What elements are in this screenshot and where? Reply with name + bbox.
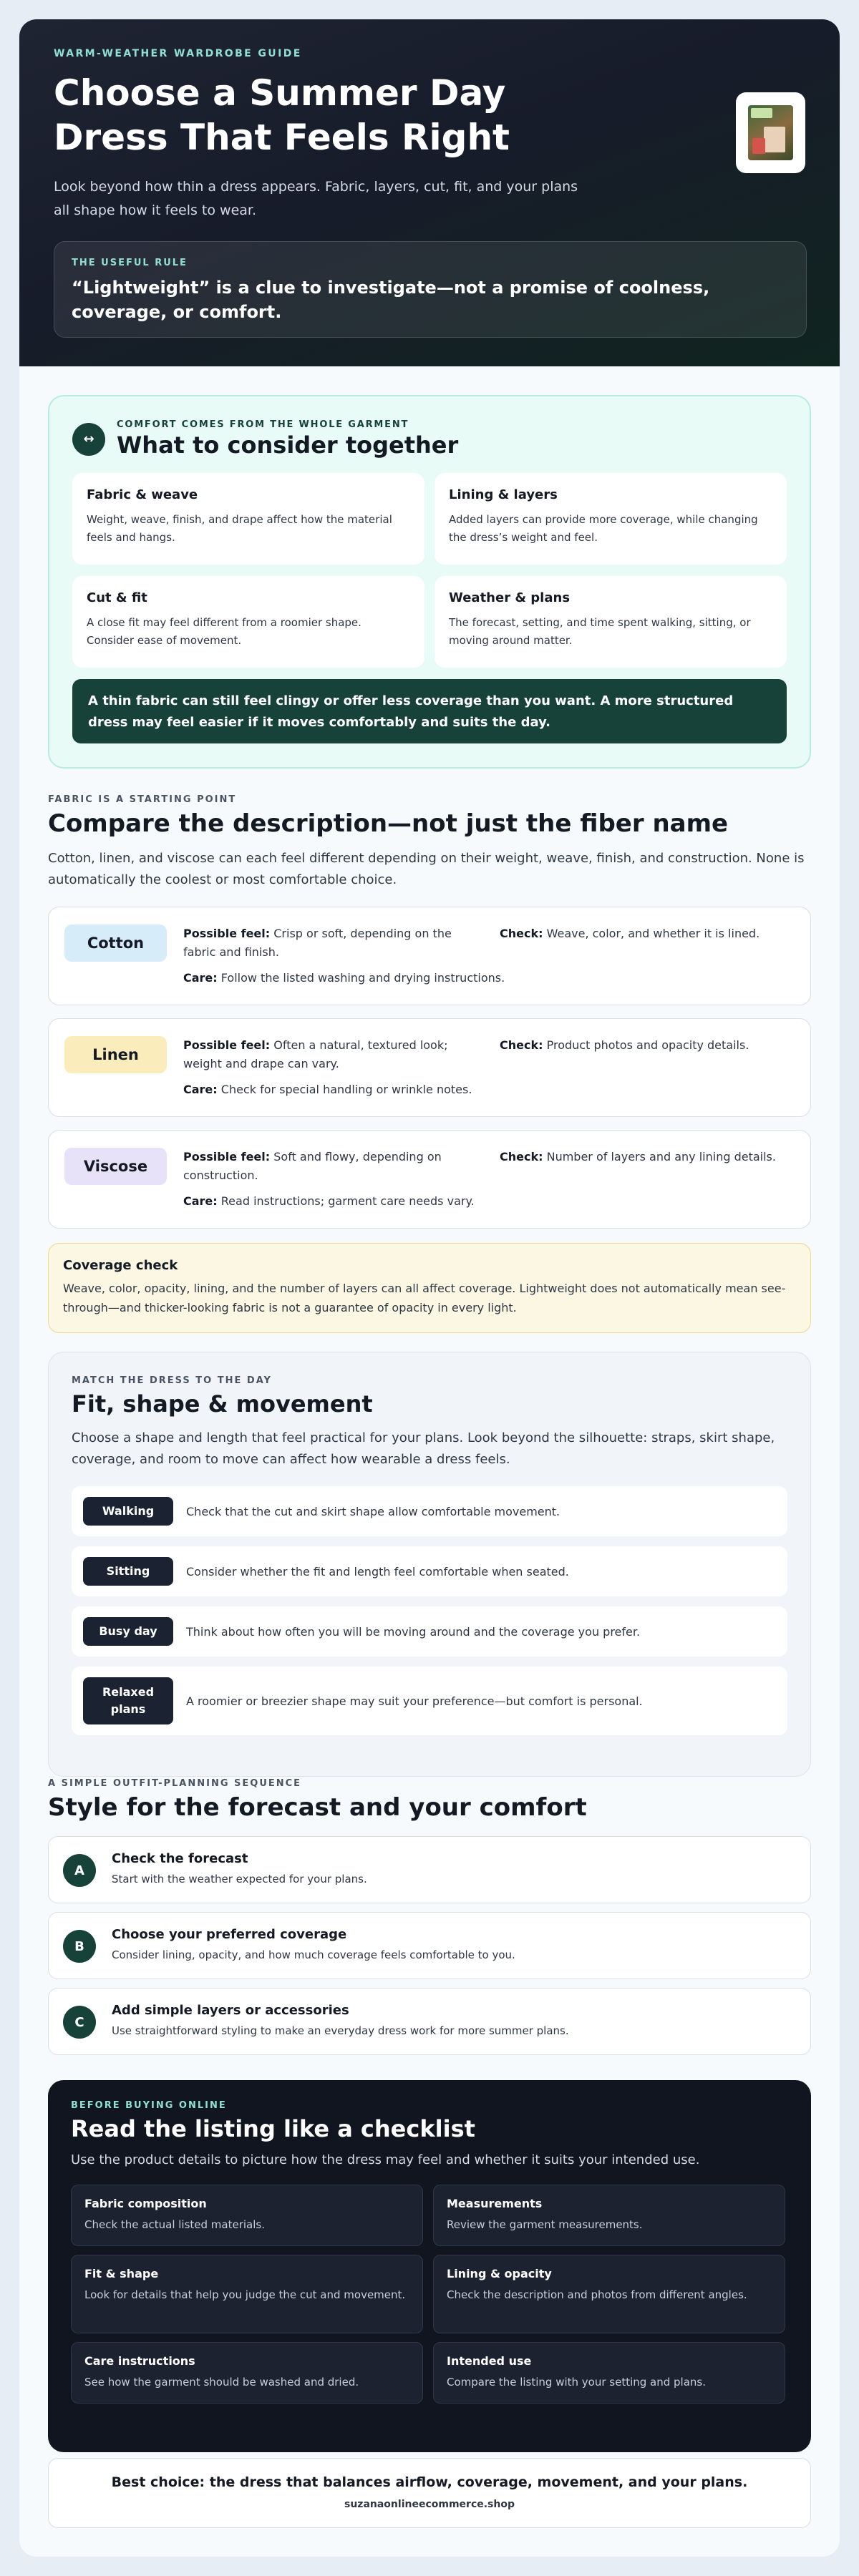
compare-eyebrow: FABRIC IS A STARTING POINT (48, 794, 237, 805)
hero-section (19, 19, 840, 366)
fit-text: A roomier or breezier shape may suit your preference—but comfort is personal. (186, 1694, 643, 1708)
checklist-card-title: Care instructions (84, 2354, 195, 2368)
fabric-name-badge: Viscose (64, 1148, 167, 1185)
useful-rule-text: “Lightweight” is a clue to investigate—not a promise of coolness, coverage, or comfort. (72, 278, 710, 322)
consider-card-title: Lining & layers (449, 487, 558, 502)
checklist-card (433, 2342, 785, 2404)
hero-eyebrow: WARM-WEATHER WARDROBE GUIDE (54, 48, 302, 59)
footer-summary: Best choice: the dress that balances airflow, coverage, movement, and your plans. (111, 2474, 748, 2490)
hero-title: Choose a Summer Day Dress That Feels Right (54, 72, 510, 158)
fit-row-walking (72, 1486, 787, 1536)
checklist-card-text: Compare the listing with your setting and plans. (447, 2376, 707, 2389)
consider-card-text: The forecast, setting, and time spent walking, sitting, or moving around matter. (449, 616, 751, 647)
step-text: Start with the weather expected for your plans. (112, 1873, 367, 1885)
checklist-card-title: Lining & opacity (447, 2267, 552, 2280)
fit-chip: Sitting (83, 1557, 173, 1586)
fit-eyebrow: MATCH THE DRESS TO THE DAY (72, 1375, 272, 1386)
checklist-card (71, 2255, 423, 2333)
checklist-subtitle: Use the product details to picture how the dress may feel and whether it suits your intended use. (71, 2152, 700, 2167)
product-thumbnail (736, 92, 805, 173)
consider-card-text: A close fit may feel different from a roomier shape. Consider ease of movement. (87, 616, 361, 647)
coverage-title: Coverage check (63, 1258, 178, 1273)
compare-fabrics-section (48, 794, 811, 1333)
coverage-text: Weave, color, opacity, lining, and the number of layers can all affect coverage. Lightweight does not automatically mean see-through—and thicker-looking fabric is not a guarantee of opacity in every light. (63, 1282, 786, 1314)
compare-subtitle: Cotton, linen, and viscose can each feel different depending on their weight, weave, finish, and construction. None is automatically the coolest or most comfortable choice. (48, 851, 805, 887)
consider-card-title: Weather & plans (449, 590, 571, 605)
hero-subtitle: Look beyond how thin a dress appears. Fabric, layers, cut, fit, and your plans all shape how it feels to wear. (54, 179, 578, 218)
listing-checklist-section (48, 2080, 811, 2452)
checklist-card-text: Check the description and photos from different angles. (447, 2288, 747, 2301)
fit-chip: Relaxed plans (83, 1677, 173, 1724)
fit-row-busy-day (72, 1606, 787, 1657)
checklist-card (71, 2185, 423, 2246)
consider-card-cut (72, 576, 424, 668)
step-badge: A (63, 1854, 96, 1887)
consider-card-lining (435, 473, 787, 565)
checklist-card-text: Check the actual listed materials. (84, 2218, 265, 2231)
footer (48, 2458, 811, 2528)
consider-card-fabric (72, 473, 424, 565)
steps-eyebrow: A SIMPLE OUTFIT-PLANNING SEQUENCE (48, 1778, 302, 1789)
consider-card-text: Weight, weave, finish, and drape affect how the material feels and hangs. (87, 513, 392, 544)
fabric-card-viscose (48, 1130, 811, 1229)
fabric-feel: Possible feel: Often a natural, textured look; weight and drape can vary. (183, 1038, 448, 1070)
fit-title: Fit, shape & movement (72, 1390, 373, 1418)
checklist-card-title: Intended use (447, 2354, 532, 2368)
step-title: Choose your preferred coverage (112, 1927, 347, 1942)
checklist-card-text: Review the garment measurements. (447, 2218, 643, 2231)
checklist-card-title: Fit & shape (84, 2267, 159, 2280)
consider-card-weather (435, 576, 787, 668)
step-item (48, 1988, 811, 2055)
checklist-title: Read the listing like a checklist (71, 2115, 475, 2142)
fit-subtitle: Choose a shape and length that feel practical for your plans. Look beyond the silhouette: straps, skirt shape, coverage, and room to move can affect how wearable a dress feels. (72, 1430, 775, 1467)
fit-chip: Walking (83, 1497, 173, 1526)
fit-row-relaxed-plans (72, 1667, 787, 1735)
fabric-name-badge: Cotton (64, 924, 167, 962)
fabric-care: Care: Check for special handling or wrinkle notes. (183, 1083, 472, 1096)
consider-note: A thin fabric can still feel clingy or offer less coverage than you want. A more structured dress may feel easier if it moves comfortably and suits the day. (72, 679, 787, 743)
steps-title: Style for the forecast and your comfort (48, 1793, 587, 1822)
useful-rule-label: THE USEFUL RULE (72, 258, 188, 268)
outfit-planning-section (48, 1778, 811, 2055)
step-text: Consider lining, opacity, and how much coverage feels comfortable to you. (112, 1948, 515, 1961)
fabric-check: Check: Product photos and opacity details. (500, 1038, 749, 1052)
step-title: Check the forecast (112, 1851, 248, 1866)
fit-text: Consider whether the fit and length feel comfortable when seated. (186, 1564, 569, 1579)
fit-text: Think about how often you will be moving around and the coverage you prefer. (186, 1624, 641, 1639)
consider-card-title: Cut & fit (87, 590, 147, 605)
fabric-card-linen (48, 1018, 811, 1117)
consider-eyebrow: COMFORT COMES FROM THE WHOLE GARMENT (117, 419, 409, 430)
fabric-care: Care: Read instructions; garment care needs vary. (183, 1194, 475, 1208)
step-badge: B (63, 1930, 96, 1963)
useful-rule-callout (54, 241, 807, 338)
consider-card-title: Fabric & weave (87, 487, 198, 502)
checklist-card-title: Fabric composition (84, 2197, 207, 2210)
step-title: Add simple layers or accessories (112, 2003, 349, 2018)
checklist-card (433, 2255, 785, 2333)
step-badge: C (63, 2006, 96, 2039)
fabric-name-badge: Linen (64, 1036, 167, 1073)
consider-title: What to consider together (117, 431, 459, 459)
arrows-icon: ↔ (72, 423, 105, 456)
fit-shape-section (48, 1352, 811, 1777)
fabric-check: Check: Number of layers and any lining details. (500, 1150, 776, 1163)
consider-together-section (48, 395, 811, 769)
infographic-page (19, 19, 840, 2557)
fit-row-sitting (72, 1546, 787, 1596)
fit-text: Check that the cut and skirt shape allow comfortable movement. (186, 1504, 560, 1518)
step-item (48, 1912, 811, 1979)
fabric-card-cotton (48, 907, 811, 1005)
consider-card-text: Added layers can provide more coverage, while changing the dress’s weight and feel. (449, 513, 758, 544)
fabric-feel: Possible feel: Crisp or soft, depending on the fabric and finish. (183, 927, 452, 959)
checklist-card-title: Measurements (447, 2197, 543, 2210)
compare-title: Compare the description—not just the fiber name (48, 809, 729, 838)
fabric-care: Care: Follow the listed washing and drying instructions. (183, 971, 505, 985)
checklist-card (433, 2185, 785, 2246)
fabric-check: Check: Weave, color, and whether it is lined. (500, 927, 760, 940)
fit-chip: Busy day (83, 1617, 173, 1646)
checklist-card-text: See how the garment should be washed and dried. (84, 2376, 359, 2389)
step-item (48, 1836, 811, 1903)
checklist-card-text: Look for details that help you judge the cut and movement. (84, 2288, 406, 2301)
footer-url: suzanaonlineecommerce.shop (344, 2499, 515, 2510)
step-text: Use straightforward styling to make an everyday dress work for more summer plans. (112, 2024, 569, 2037)
checklist-eyebrow: BEFORE BUYING ONLINE (71, 2100, 227, 2111)
coverage-check-callout (48, 1243, 811, 1333)
checklist-card (71, 2342, 423, 2404)
product-thumbnail-image (748, 105, 793, 160)
fabric-feel: Possible feel: Soft and flowy, depending on construction. (183, 1150, 442, 1182)
